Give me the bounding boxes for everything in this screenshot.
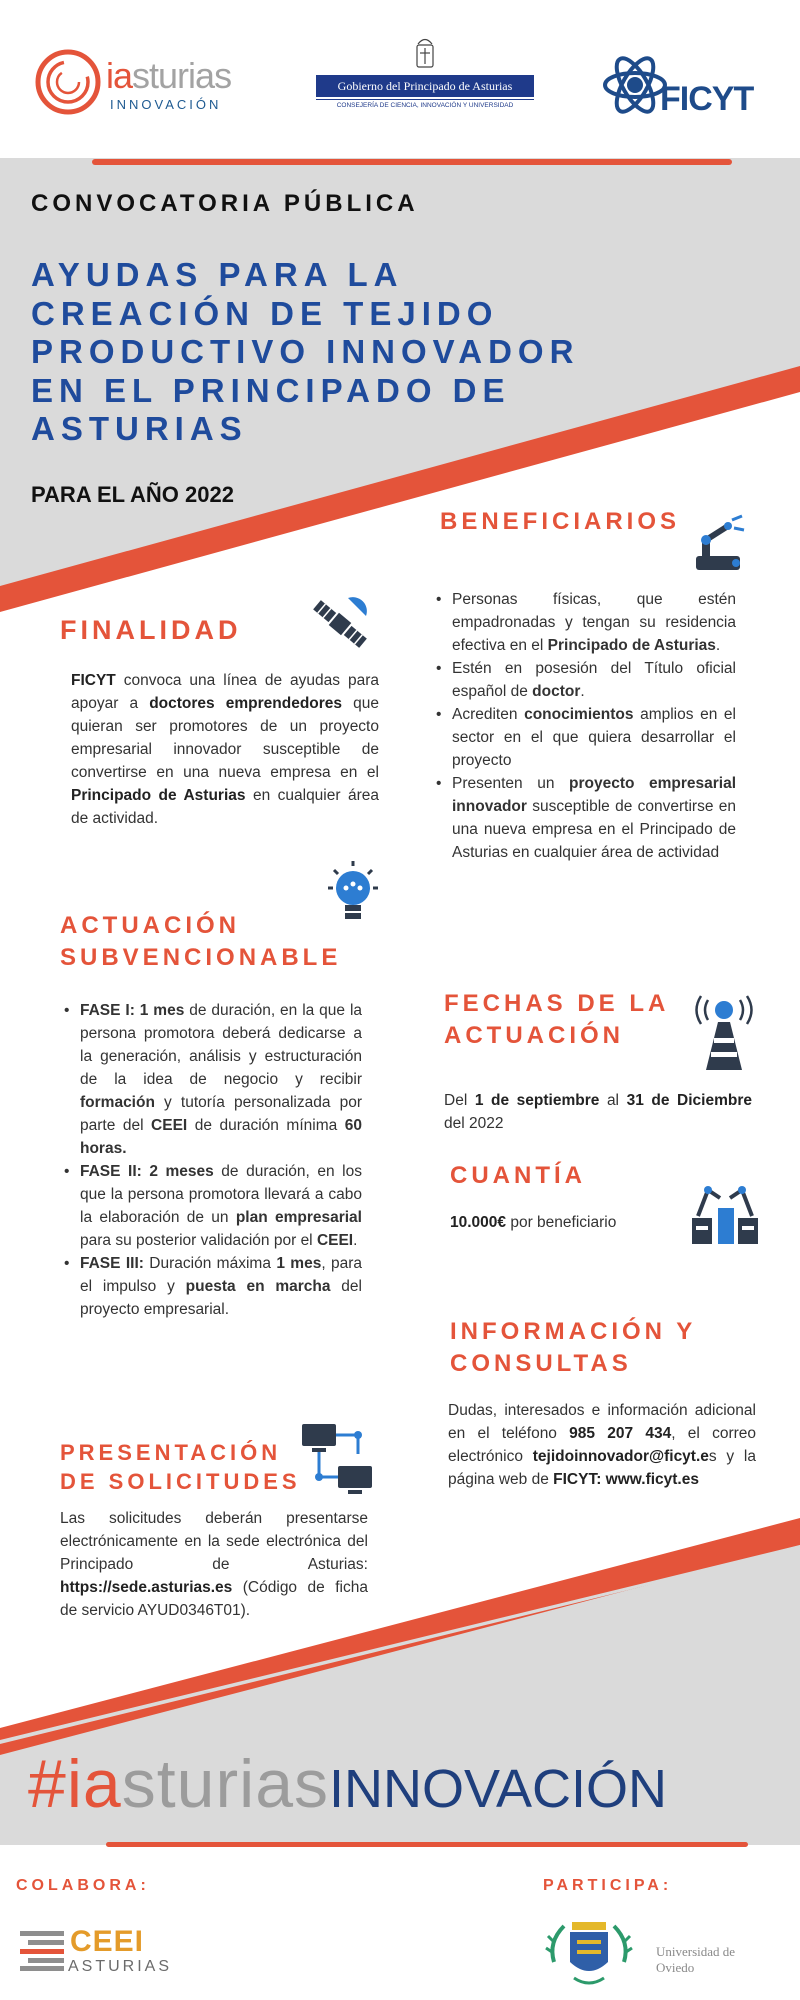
presentacion-title-line: PRESENTACIÓN (60, 1440, 282, 1465)
list-item: • FASE II: 2 meses de duración, en los que la persona promotora llevará a cabo la elaboración de un plan empresarial para su posterior validación por el CEEI. (62, 1160, 362, 1252)
uniovi-line1: Universidad de (656, 1944, 736, 1959)
factory-robot-icon (690, 1180, 760, 1246)
robot-arm-icon (690, 512, 750, 574)
consejeria-name: CONSEJERÍA DE CIENCIA, INNOVACIÓN Y UNIVERSIDAD (316, 99, 534, 109)
fechas-title-line: FECHAS DE LA (444, 990, 670, 1017)
informacion-title (450, 1316, 696, 1380)
coat-of-arms-icon (414, 35, 436, 71)
main-title (31, 256, 751, 449)
colabora-label: COLABORA: (16, 1877, 150, 1894)
list-item: • FASE III: Duración máxima 1 mes, para el impulso y puesta en marcha del proyecto empresarial. (62, 1252, 362, 1321)
gobierno-name: Gobierno del Principado de Asturias (316, 75, 534, 97)
ficyt-logo (600, 50, 780, 125)
finalidad-text: FICYT convoca una línea de ayudas para apoyar a doctores emprendedores que quieran ser promotores de un proyecto empresarial innovador susceptible de convertirse en una nueva empresa en el Principado de Asturias en cualquier área de actividad. (71, 672, 379, 827)
gobierno-asturias-logo (316, 35, 536, 120)
beneficiarios-title: BENEFICIARIOS (440, 508, 681, 535)
ceei-asturias-logo (20, 1925, 180, 1975)
satellite-icon (308, 592, 372, 656)
title-line: CREACIÓN DE TEJIDO (31, 294, 499, 332)
hashtag-innovacion: INNOVACIÓN (329, 1759, 668, 1819)
antenna-icon (688, 994, 760, 1072)
list-item: • Estén en posesión del Título oficial español de doctor. (434, 657, 736, 703)
cuantia-title: CUANTÍA (450, 1162, 586, 1189)
hashtag-ia: #ia (28, 1746, 122, 1822)
logo-asturias-text: sturias (132, 55, 232, 96)
iasturias-logo (30, 45, 250, 120)
network-computers-icon (300, 1420, 376, 1496)
hashtag-banner (28, 1745, 667, 1823)
uniovi-line2: Oviedo (656, 1960, 695, 1975)
hashtag-asturias: sturias (121, 1746, 330, 1822)
logo-ia-text: ia (106, 55, 133, 96)
presentacion-title (60, 1438, 301, 1496)
fechas-title (444, 988, 669, 1052)
universidad-oviedo-logo (544, 1912, 764, 1992)
ceei-stripes-icon (20, 1931, 64, 1971)
informacion-title-line: INFORMACIÓN Y (450, 1318, 697, 1345)
title-line: AYUDAS PARA LA (31, 256, 404, 293)
presentacion-title-line: DE SOLICITUDES (60, 1469, 301, 1494)
list-item: • Personas físicas, que estén empadronadas y tengan su residencia efectiva en el Principado de Asturias. (434, 588, 736, 657)
actuacion-title-line: ACTUACIÓN (60, 912, 240, 939)
title-line: EN EL PRINCIPADO DE (31, 371, 511, 409)
fechas-title-line: ACTUACIÓN (444, 1022, 624, 1049)
cuantia-text: 10.000€ por beneficiario (450, 1214, 617, 1231)
fechas-text: Del 1 de septiembre al 31 de Diciembre del 2022 (444, 1092, 752, 1132)
convocatoria-label: CONVOCATORIA PÚBLICA (31, 190, 419, 217)
presentacion-text: Las solicitudes deberán presentarse electrónicamente en la sede electrónica del Principado de Asturias: https://sede.asturias.es (Código de ficha de servicio AYUD0346T01). (60, 1510, 368, 1619)
year-label: PARA EL AÑO 2022 (31, 482, 234, 507)
iasturias-swirl-icon (30, 45, 106, 120)
ficyt-logo-text: FICYT (660, 80, 754, 118)
actuacion-title-line: SUBVENCIONABLE (60, 944, 342, 971)
participa-label: PARTICIPA: (543, 1877, 673, 1894)
list-item: • FASE I: 1 mes de duración, en la que la persona promotora deberá dedicarse a la generación, análisis y estructuración de la idea de negocio y recibir formación y tutoría personalizada por parte del CEEI de duración mínima 60 horas. (62, 999, 362, 1160)
actuacion-list (62, 999, 362, 1321)
ceei-text: CEEI (70, 1925, 145, 1958)
beneficiarios-list (434, 588, 736, 864)
list-item: • Acrediten conocimientos amplios en el sector en el que quiera desarrollar el proyecto (434, 703, 736, 772)
title-line: ASTURIAS (31, 410, 248, 447)
list-item: • Presenten un proyecto empresarial innovador susceptible de convertirse en una nueva empresa en el Principado de Asturias en cualquier área de actividad (434, 772, 736, 864)
university-crest-icon (544, 1912, 634, 1992)
informacion-title-line: CONSULTAS (450, 1350, 632, 1377)
title-line: PRODUCTIVO INNOVADOR (31, 333, 580, 370)
informacion-text: Dudas, interesados e información adicional en el teléfono 985 207 434, el correo electrónico tejidoinnovador@ficyt.es y la página web de FICYT: www.ficyt.es (448, 1402, 757, 1488)
finalidad-title: FINALIDAD (60, 615, 242, 645)
logo-innovacion-text: INNOVACIÓN (110, 97, 222, 112)
ceei-asturias-text: ASTURIAS (68, 1958, 173, 1975)
actuacion-title (60, 910, 341, 974)
